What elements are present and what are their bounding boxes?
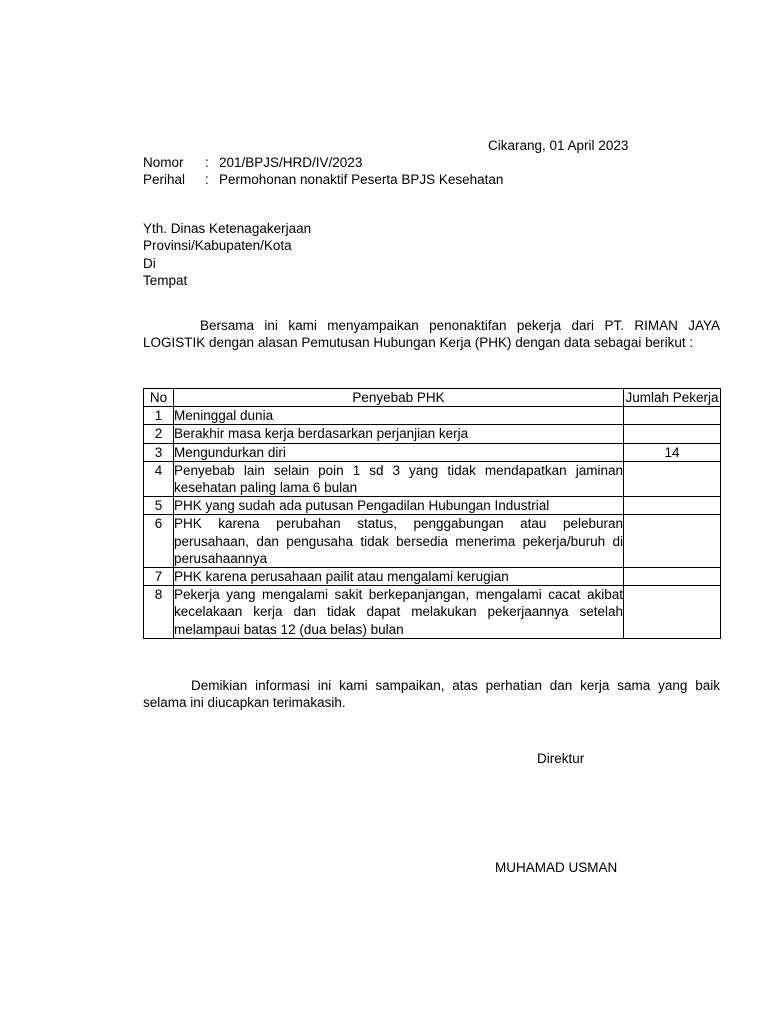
meta-label-nomor: Nomor — [143, 155, 184, 170]
row-count — [624, 407, 721, 425]
row-no: 4 — [144, 461, 174, 496]
recipient-block — [143, 220, 311, 290]
row-cause: Penyebab lain selain poin 1 sd 3 yang tidak mendapatkan jaminan kesehatan paling lama 6 bulan — [174, 462, 623, 496]
meta-separator: : — [205, 172, 209, 188]
row-no: 8 — [144, 586, 174, 639]
letter-date: Cikarang, 01 April 2023 — [488, 138, 629, 153]
table-row — [144, 568, 721, 586]
row-cause: PHK karena perusahaan pailit atau mengalami kerugian — [174, 568, 624, 586]
signature-title: Direktur — [537, 751, 585, 766]
recipient-line: Yth. Dinas Ketenagakerjaan — [143, 221, 312, 236]
recipient-line: Di — [143, 255, 156, 271]
row-cause: Berakhir masa kerja berdasarkan perjanjian kerja — [174, 425, 624, 443]
signature-name: MUHAMAD USMAN — [495, 860, 618, 875]
row-no: 7 — [144, 568, 174, 586]
header-cause: Penyebab PHK — [174, 389, 624, 407]
meta-value-perihal: Permohonan nonaktif Peserta BPJS Kesehatan — [219, 172, 504, 188]
meta-row-nomor — [143, 154, 503, 171]
table-row — [144, 515, 721, 568]
row-cause: PHK karena perubahan status, penggabungan atau peleburan perusahaan, dan pengusaha tidak bersedia menerima pekerja/buruh di perusahaannya — [174, 516, 623, 566]
row-count — [624, 568, 721, 586]
table-row — [144, 497, 721, 515]
table-row — [144, 586, 721, 639]
phk-table — [143, 388, 721, 639]
meta-value-nomor: 201/BPJS/HRD/IV/2023 — [219, 155, 363, 170]
table-header-row — [144, 389, 721, 407]
row-count — [624, 497, 721, 515]
row-count — [624, 425, 721, 443]
row-count — [624, 515, 721, 568]
meta-separator: : — [205, 155, 209, 170]
row-count — [624, 586, 721, 639]
header-no: No — [144, 389, 174, 407]
row-no: 1 — [144, 407, 174, 425]
row-cause: Pekerja yang mengalami sakit berkepanjangan, mengalami cacat akibat kecelakaan kerja dan tidak dapat melakukan pekerjaannya setelah melampaui batas 12 (dua belas) bulan — [174, 587, 623, 637]
table-row — [144, 461, 721, 496]
meta-row-perihal — [143, 171, 503, 188]
letter-meta — [143, 154, 503, 189]
table-row — [144, 425, 721, 443]
row-cause: PHK yang sudah ada putusan Pengadilan Hubungan Industrial — [174, 497, 624, 515]
recipient-line: Provinsi/Kabupaten/Kota — [143, 238, 292, 254]
row-cause: Meninggal dunia — [174, 407, 624, 425]
table-row — [144, 443, 721, 461]
row-cause: Mengundurkan diri — [174, 443, 624, 461]
recipient-line: Tempat — [143, 273, 188, 289]
table-row — [144, 407, 721, 425]
row-no: 2 — [144, 425, 174, 443]
meta-label-perihal: Perihal — [143, 172, 186, 188]
row-count: 14 — [624, 443, 721, 461]
row-no: 5 — [144, 497, 174, 515]
closing-paragraph: Demikian informasi ini kami sampaikan, atas perhatian dan kerja sama yang baik selama ini diucapkan terimakasih. — [143, 678, 720, 711]
header-count: Jumlah Pekerja — [625, 390, 719, 405]
row-no: 3 — [144, 443, 174, 461]
row-no: 6 — [144, 515, 174, 568]
row-count — [624, 461, 721, 496]
opening-paragraph: Bersama ini kami menyampaikan penonaktifan pekerja dari PT. RIMAN JAYA LOGISTIK dengan alasan Pemutusan Hubungan Kerja (PHK) dengan data sebagai berikut : — [143, 318, 720, 351]
